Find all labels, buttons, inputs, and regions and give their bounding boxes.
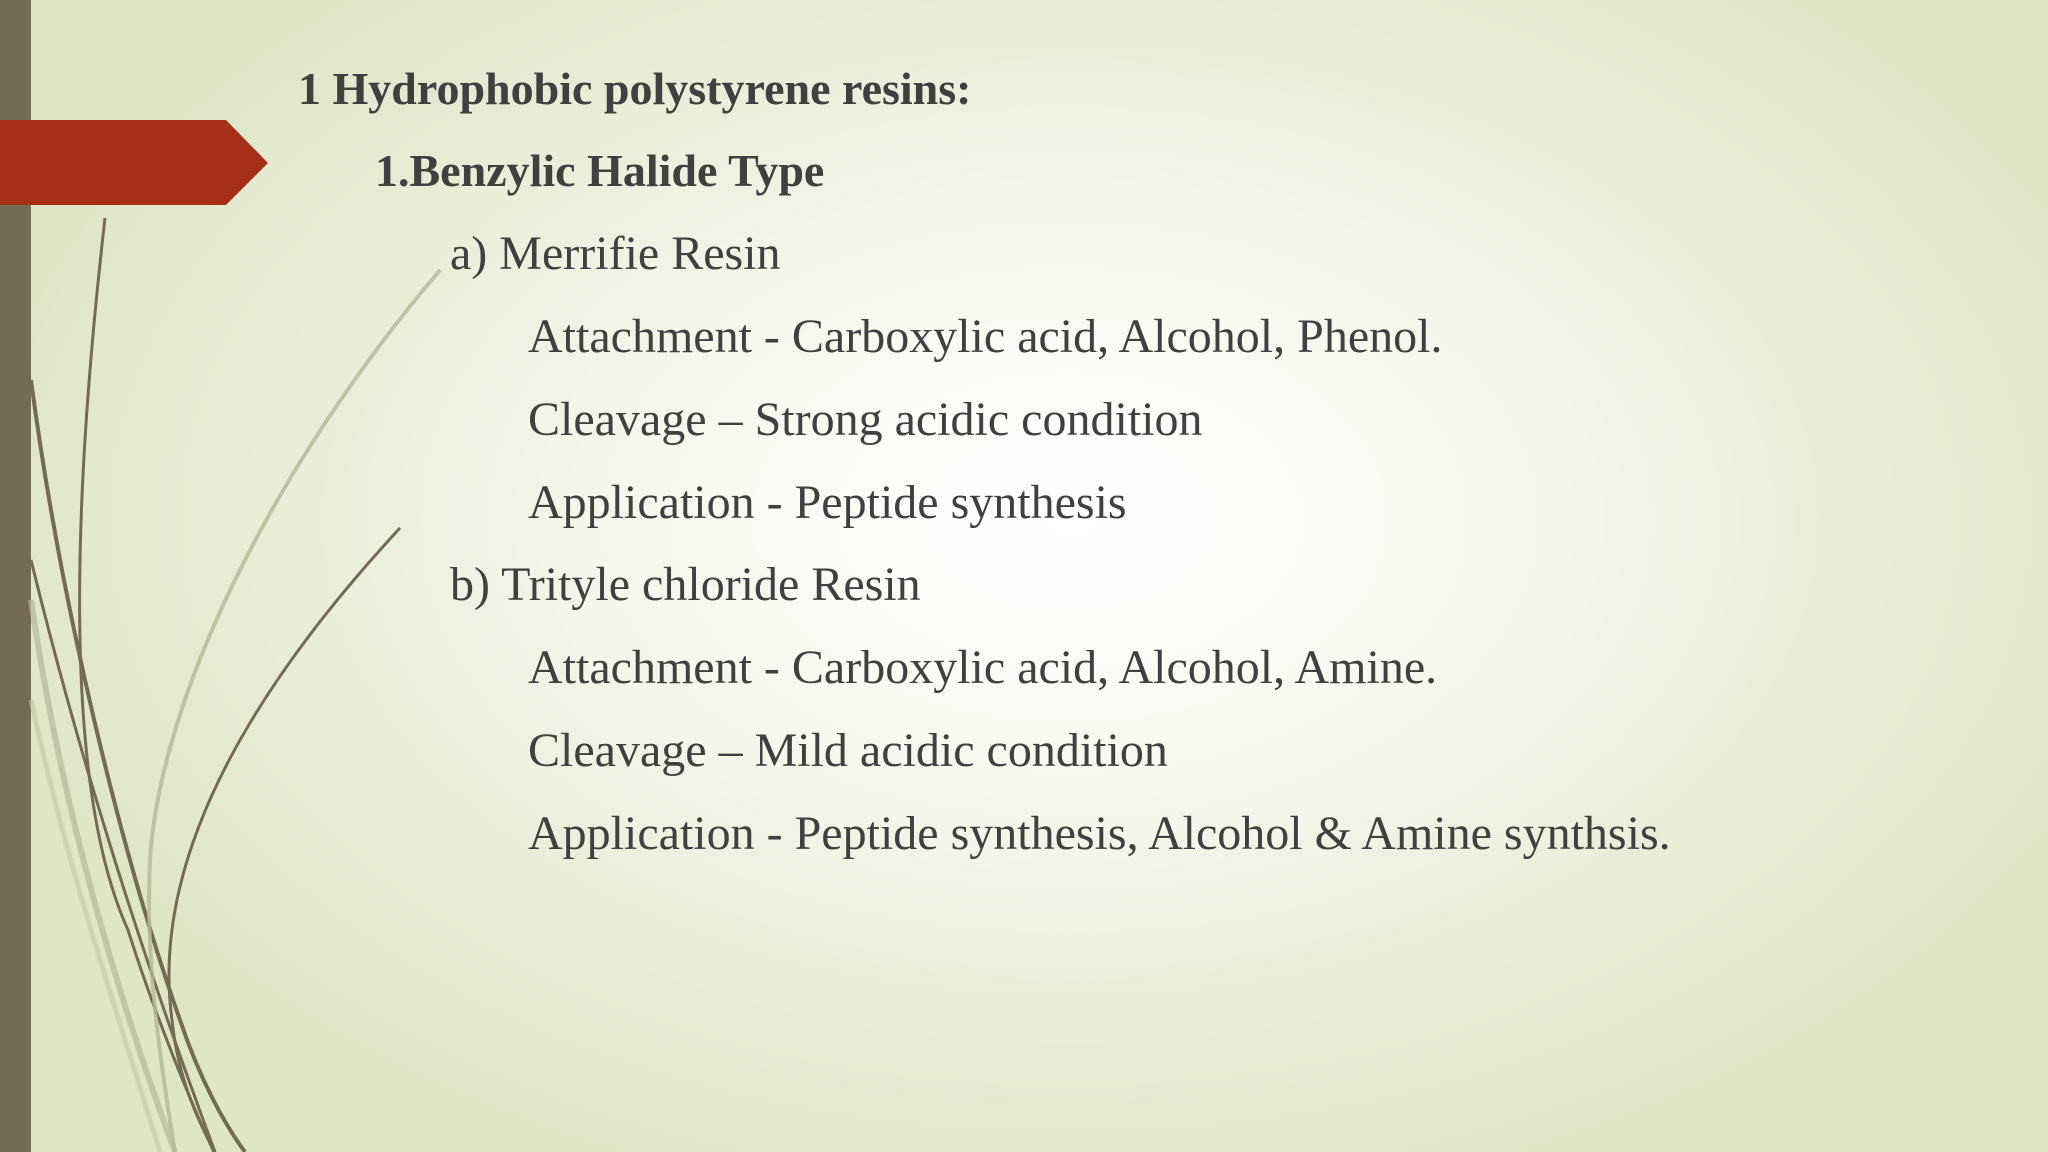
detail-cleavage: Cleavage – Mild acidic condition: [528, 724, 1168, 777]
detail-cleavage: Cleavage – Strong acidic condition: [528, 393, 1203, 446]
item-merrifield-resin: a) Merrifie Resin: [450, 227, 781, 280]
item-trityl-chloride-resin: b) Trityle chloride Resin: [450, 558, 921, 611]
subheading-benzylic-halide: 1.Benzylic Halide Type: [375, 145, 825, 196]
detail-attachment: Attachment - Carboxylic acid, Alcohol, Amine.: [528, 641, 1438, 694]
detail-attachment: Attachment - Carboxylic acid, Alcohol, Phenol.: [528, 310, 1443, 363]
detail-application: Application - Peptide synthesis: [528, 476, 1127, 529]
detail-application: Application - Peptide synthesis, Alcohol & Amine synthsis.: [528, 807, 1671, 860]
heading-hydrophobic-resins: 1 Hydrophobic polystyrene resins:: [298, 63, 972, 114]
